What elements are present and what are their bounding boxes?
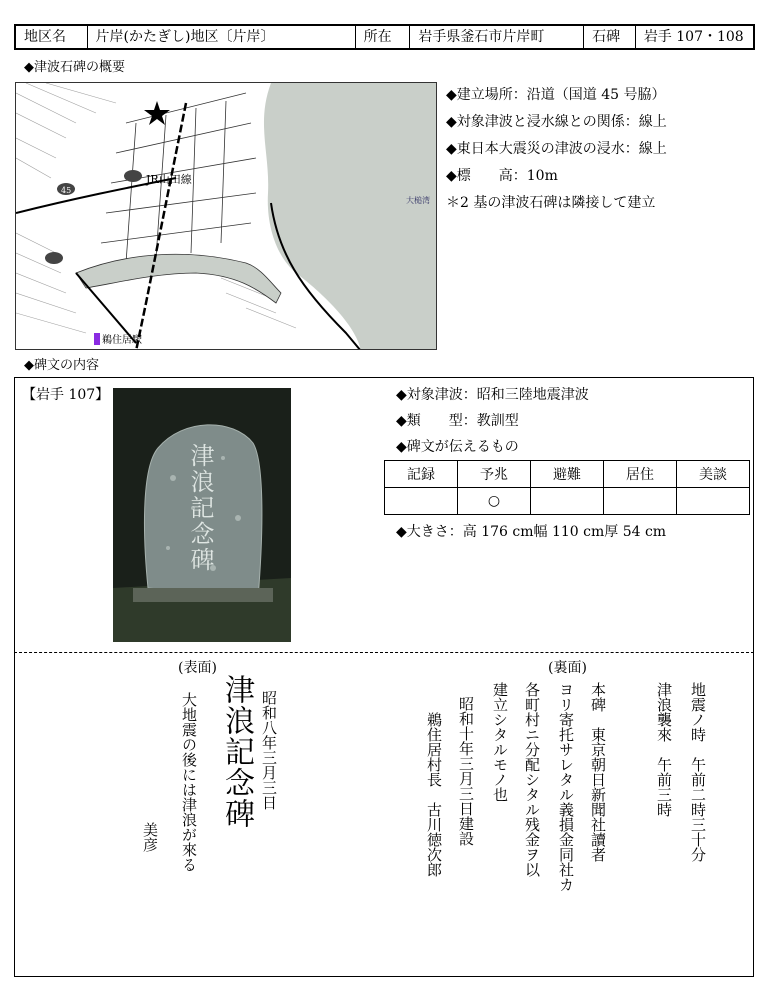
bay-label: 大槌湾 (406, 196, 430, 205)
monument-type: ◆類 型：教訓型 (396, 413, 519, 429)
location-label: 所在 (356, 26, 411, 48)
location-map (15, 82, 437, 350)
table-cell (385, 488, 458, 515)
photo-inscription: 津浪記念碑 (186, 443, 214, 573)
info-elevation: ◆標 高：10m (446, 168, 558, 184)
monument-value: 岩手 107・108 (643, 29, 744, 45)
front-signature: 美彦 (141, 822, 159, 852)
back-line-6: 建立シタルモノ也 (491, 682, 509, 802)
monument-photo (113, 388, 291, 642)
route-shield-2 (124, 170, 142, 182)
info-note: ＊2 基の津波石碑は隣接して建立 (446, 195, 656, 211)
table-cell (531, 488, 604, 515)
table-header-row (385, 461, 750, 488)
table-value-row (385, 488, 750, 515)
info-inundation: ◆東日本大震災の津波の浸水：線上 (446, 141, 667, 157)
monument-size: ◆大きさ：高 176 cm幅 110 cm厚 54 cm (396, 524, 667, 540)
table-header: 避難 (531, 461, 604, 488)
info-relation: ◆対象津波と浸水線との関係：線上 (446, 114, 667, 130)
front-date: 昭和八年三月三日 (260, 690, 278, 810)
conveys-label: ◆碑文が伝えるもの (396, 439, 519, 455)
station-marker (94, 333, 100, 345)
back-line-1: 地震ノ時 午前二時三十分 (689, 682, 707, 862)
conveys-table (384, 460, 750, 515)
front-title: 津浪記念碑 (219, 674, 254, 829)
table-cell (604, 488, 677, 515)
back-line-5: 各町村ニ分配シタル残金ヲ以 (523, 682, 541, 877)
overview-info-list (446, 82, 667, 217)
target-tsunami: ◆対象津波：昭和三陸地震津波 (396, 387, 589, 403)
back-line-8: 鵜住居村長 古川徳次郎 (425, 712, 443, 877)
station-label: 鵜住居駅 (102, 335, 142, 346)
route-label: 45 (61, 186, 72, 195)
header-table (14, 24, 755, 50)
table-header: 予兆 (458, 461, 531, 488)
route-shield-3 (45, 252, 63, 264)
table-cell (677, 488, 750, 515)
map-graphic (16, 83, 437, 350)
back-line-2: 津浪襲來 午前三時 (655, 682, 673, 817)
back-line-7: 昭和十年三月三日建設 (457, 696, 475, 846)
info-location: ◆建立場所：沿道（国道 45 号脇） (446, 87, 666, 103)
area-label: 地区名 (16, 26, 88, 48)
monument-label: 石碑 (584, 26, 636, 48)
back-line-4: ヨリ寄托サレタル義損金同社カ (557, 682, 575, 892)
table-header: 記録 (385, 461, 458, 488)
rail-label: JR山田線 (146, 173, 192, 186)
back-label: (裏面) (548, 660, 587, 676)
area-value: 片岸(かたぎし)地区〔片岸〕 (88, 26, 356, 48)
location-value: 岩手県釜石市片岸町 (410, 26, 584, 48)
front-label: (表面) (178, 660, 217, 676)
table-header: 美談 (677, 461, 750, 488)
front-lesson: 大地震の後には津浪が來る (180, 692, 198, 872)
table-cell: ○ (458, 488, 531, 515)
section-divider (14, 652, 754, 653)
table-header: 居住 (604, 461, 677, 488)
inscription-heading: ◆碑文の内容 (24, 358, 99, 373)
back-line-3: 本碑 東京朝日新聞社讀者 (589, 682, 607, 862)
monument-id: 【岩手 107】 (22, 387, 110, 403)
overview-heading: ◆津波石碑の概要 (24, 60, 125, 75)
